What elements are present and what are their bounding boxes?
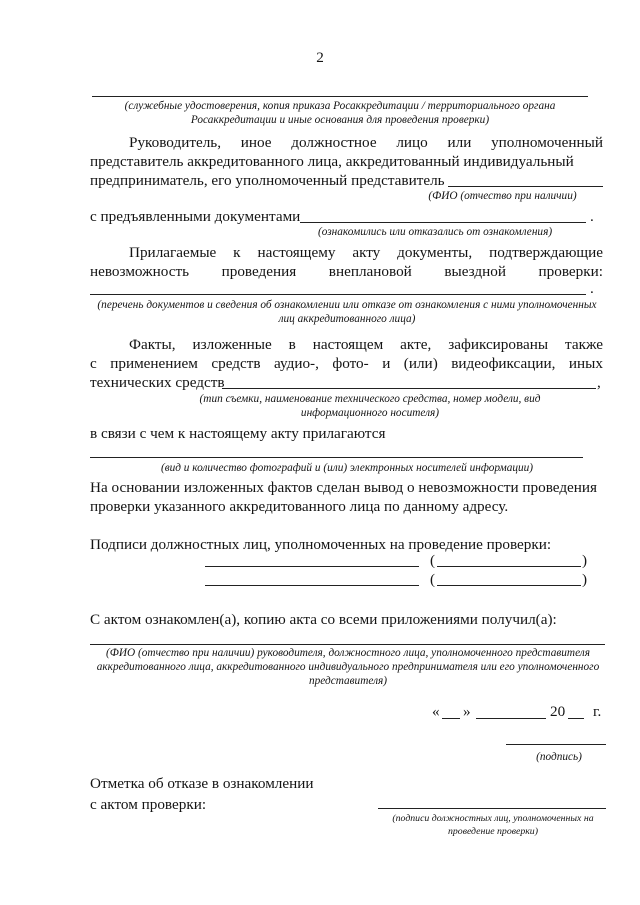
facts-line-3: технических средств — [90, 374, 225, 391]
basis-line — [92, 96, 588, 97]
signatures-label: Подписи должностных лиц, уполномоченных на проведение проверки: — [90, 536, 552, 553]
documents-line[interactable] — [300, 222, 586, 223]
date-day-line[interactable] — [442, 718, 460, 719]
word: документы, — [397, 244, 473, 261]
technical-means-note: (тип съемки, наименование технического средства, номер модели, вид информационного носителя) — [199, 393, 541, 419]
facts-line-1 — [129, 335, 603, 354]
word: также — [565, 336, 603, 353]
conclusion-line-2: проверки указанного аккредитованного лица по данному адресу. — [90, 498, 509, 515]
representative-line-3: предприниматель, его уполномоченный представитель — [90, 172, 445, 189]
fio-line[interactable] — [448, 186, 603, 187]
date-quote-open: « — [432, 703, 440, 720]
date-year-prefix: 20 — [550, 703, 566, 720]
attached-docs-line-2 — [90, 262, 603, 281]
word: уполномоченный — [491, 134, 603, 151]
signature-name-line-1[interactable] — [437, 566, 581, 567]
page-number: 2 — [316, 49, 324, 66]
date-year-line[interactable] — [568, 718, 584, 719]
documents-label: с предъявленными документами — [90, 208, 301, 225]
word: Руководитель, — [129, 134, 221, 151]
date-year-suffix: г. — [593, 703, 602, 720]
word: аудио-, — [274, 355, 319, 372]
word: подтверждающие — [489, 244, 603, 261]
word: внеплановой — [328, 263, 412, 280]
attached-docs-line[interactable] — [90, 294, 586, 295]
word: зафиксированы — [448, 336, 549, 353]
paren-open-1: ( — [430, 552, 436, 569]
word: иных — [568, 355, 603, 372]
date-month-line[interactable] — [476, 718, 546, 719]
signature-name-line-2[interactable] — [437, 585, 581, 586]
word: проверки: — [538, 263, 603, 280]
word: акте, — [400, 336, 432, 353]
word: применением — [110, 355, 198, 372]
technical-means-comma: , — [597, 374, 601, 391]
fio-note: (ФИО (отчество при наличии) — [428, 190, 577, 202]
signature-line-1[interactable] — [205, 566, 419, 567]
word: (или) — [403, 355, 438, 372]
attachments-label: в связи с чем к настоящему акту прилагаются — [90, 425, 386, 442]
word: средств — [211, 355, 261, 372]
documents-note: (ознакомились или отказались от ознакомления) — [318, 226, 553, 238]
word: с — [90, 355, 97, 372]
refusal-line-2: с актом проверки: — [90, 796, 207, 813]
refusal-line-1: Отметка об отказе в ознакомлении — [90, 775, 314, 792]
acquainted-note: (ФИО (отчество при наличии) руководителя, должностного лица, уполномоченного представителя аккредитованного лица, аккредитованного индивидуального предпринимателя или его уполномоченного представителя) — [96, 647, 600, 687]
technical-means-line[interactable] — [222, 388, 596, 389]
facts-line-2 — [90, 354, 603, 373]
refusal-signature-line[interactable] — [378, 808, 606, 809]
paren-close-1: ) — [582, 552, 588, 569]
representative-line-2: представитель аккредитованного лица, аккредитованный индивидуальный — [90, 153, 574, 170]
attached-docs-line-1 — [129, 243, 603, 262]
signature-line[interactable] — [506, 744, 606, 745]
refusal-note: (подписи должностных лиц, уполномоченных на проведение проверки) — [392, 813, 594, 837]
acquainted-label: С актом ознакомлен(а), копию акта со всеми приложениями получил(а): — [90, 611, 557, 628]
word: должностное — [291, 134, 377, 151]
word: фото- — [332, 355, 369, 372]
signature-note: (подпись) — [536, 751, 582, 763]
word: и — [382, 355, 391, 372]
word: выездной — [444, 263, 506, 280]
attached-docs-period: . — [590, 280, 594, 297]
word: настоящему — [257, 244, 336, 261]
paren-close-2: ) — [582, 571, 588, 588]
word: к — [233, 244, 241, 261]
word: в — [288, 336, 296, 353]
word: или — [447, 134, 472, 151]
word: акту — [352, 244, 381, 261]
basis-note: (служебные удостоверения, копия приказа Росаккредитации / территориального органа Росаккредитации и иные основания для проведения проверки) — [124, 100, 556, 126]
representative-line-1 — [129, 133, 603, 152]
word: изложенные — [192, 336, 272, 353]
word: Факты, — [129, 336, 176, 353]
date-quote-close: » — [463, 703, 471, 720]
paren-open-2: ( — [430, 571, 436, 588]
documents-period: . — [590, 208, 594, 225]
word: настоящем — [312, 336, 384, 353]
attachments-line[interactable] — [90, 457, 583, 458]
word: иное — [240, 134, 272, 151]
conclusion-line-1: На основании изложенных фактов сделан вывод о невозможности проведения — [90, 479, 598, 496]
word: Прилагаемые — [129, 244, 217, 261]
signature-line-2[interactable] — [205, 585, 419, 586]
word: видеофиксации, — [451, 355, 556, 372]
attachments-note: (вид и количество фотографий и (или) электронных носителей информации) — [160, 462, 534, 474]
word: невозможность — [90, 263, 190, 280]
word: проведения — [221, 263, 297, 280]
attached-docs-note: (перечень документов и сведения об ознакомлении или отказе от ознакомления с ними уполномоченных лиц аккредитованного лица) — [97, 299, 597, 325]
acquainted-line[interactable] — [90, 644, 605, 645]
word: лицо — [396, 134, 428, 151]
